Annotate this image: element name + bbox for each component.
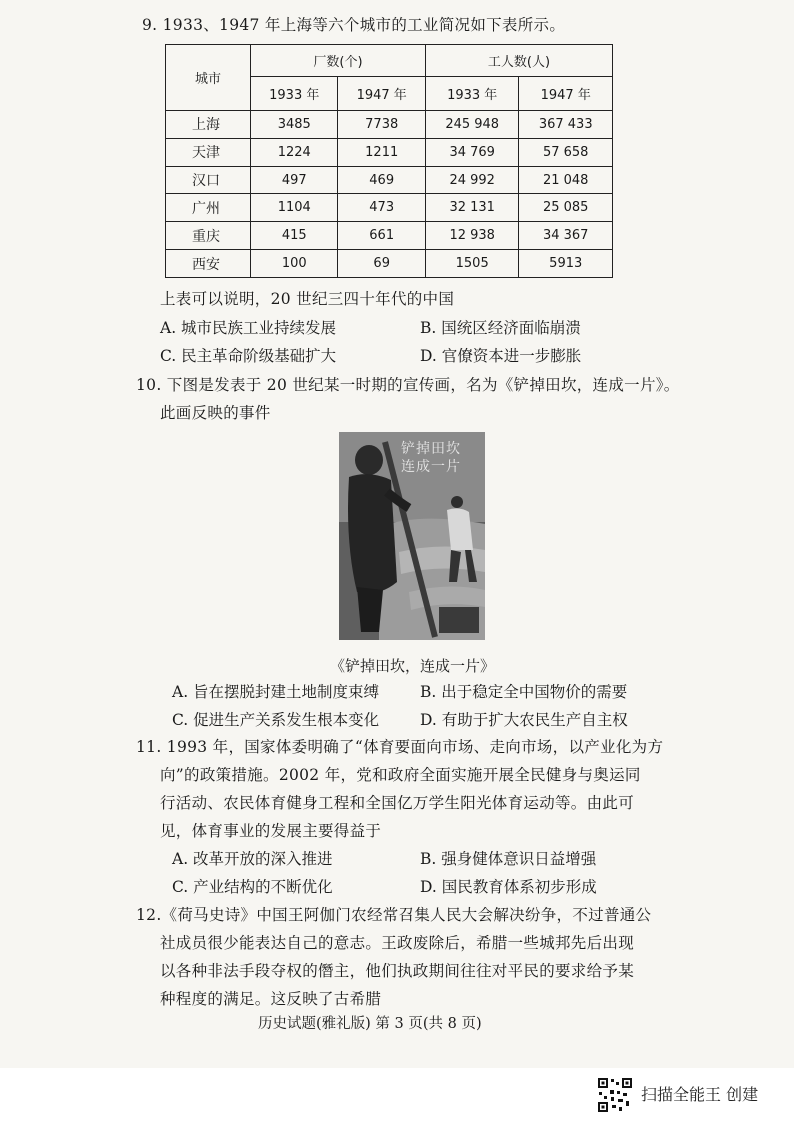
- table-cell: 497: [251, 166, 338, 194]
- q9-option-a[interactable]: A. 城市民族工业持续发展: [160, 319, 337, 337]
- table-row: [166, 222, 613, 250]
- q10-option-b[interactable]: B. 出于稳定全中国物价的需要: [420, 683, 628, 701]
- q10-stem-line-2: 此画反映的事件: [160, 404, 271, 422]
- table-cell: 上海: [166, 111, 251, 139]
- q10-option-c[interactable]: C. 促进生产关系发生根本变化: [172, 711, 380, 729]
- year-header: 1933 年: [251, 77, 338, 111]
- q11-option-c[interactable]: C. 产业结构的不断优化: [172, 878, 333, 896]
- table-cell: 25 085: [519, 194, 613, 222]
- table-cell: 100: [251, 250, 338, 278]
- q11-option-d[interactable]: D. 国民教育体系初步形成: [420, 878, 597, 896]
- table-cell: 广州: [166, 194, 251, 222]
- page-footer: 历史试题(雅礼版) 第 3 页(共 8 页): [258, 1016, 482, 1032]
- table-cell: 天津: [166, 138, 251, 166]
- table-cell: 1104: [251, 194, 338, 222]
- q12-stem-line-4: 种程度的满足。这反映了古希腊: [160, 990, 382, 1008]
- table-cell: 重庆: [166, 222, 251, 250]
- table-cell: 12 938: [425, 222, 519, 250]
- q11-option-b[interactable]: B. 强身健体意识日益增强: [420, 850, 597, 868]
- table-cell: 469: [338, 166, 425, 194]
- q9-question: 上表可以说明，20 世纪三四十年代的中国: [160, 290, 455, 308]
- q10-stem-line-1: 10. 下图是发表于 20 世纪某一时期的宣传画，名为《铲掉田坎，连成一片》。: [136, 376, 680, 394]
- q11-stem-line-3: 行活动、农民体育健身工程和全国亿万学生阳光体育运动等。由此可: [160, 794, 635, 812]
- poster-title-text: 铲掉田坎 连成一片: [401, 441, 461, 475]
- q11-stem-line-4: 见，体育事业的发展主要得益于: [160, 822, 382, 840]
- q12-stem-line-1: 12.《荷马史诗》中国王阿伽门农经常召集人民大会解决纷争，不过普通公: [136, 906, 652, 924]
- table-cell: 1224: [251, 138, 338, 166]
- q11-stem-line-1: 11. 1993 年，国家体委明确了“体育要面向市场、走向市场，以产业化为方: [136, 738, 664, 756]
- scanner-brand-label: 扫描全能王 创建: [641, 1085, 759, 1104]
- table-row: [166, 111, 613, 139]
- poster-caption: 《铲掉田坎，连成一片》: [330, 657, 496, 675]
- table-row: [166, 194, 613, 222]
- table-cell: 汉口: [166, 166, 251, 194]
- table-cell: 69: [338, 250, 425, 278]
- table-cell: 57 658: [519, 138, 613, 166]
- table-cell: 367 433: [519, 111, 613, 139]
- worker-count-header: 工人数(人): [425, 45, 612, 77]
- qr-code-icon: [597, 1077, 633, 1113]
- table-cell: 245 948: [425, 111, 519, 139]
- table-cell: 西安: [166, 250, 251, 278]
- table-cell: 473: [338, 194, 425, 222]
- q12-stem-line-3: 以各种非法手段夺权的僭主，他们执政期间往往对平民的要求给予某: [160, 962, 635, 980]
- table-row: [166, 138, 613, 166]
- table-cell: 415: [251, 222, 338, 250]
- factory-count-header: 厂数(个): [251, 45, 426, 77]
- q9-stem: 9. 1933、1947 年上海等六个城市的工业简况如下表所示。: [142, 16, 566, 34]
- table-cell: 5913: [519, 250, 613, 278]
- q12-stem-line-2: 社成员很少能表达自己的意志。王政废除后，希腊一些城邦先后出现: [160, 934, 635, 952]
- year-header: 1947 年: [338, 77, 425, 111]
- q9-option-b[interactable]: B. 国统区经济面临崩溃: [420, 319, 581, 337]
- industry-table: [165, 44, 613, 278]
- table-cell: 3485: [251, 111, 338, 139]
- table-row: [166, 250, 613, 278]
- q10-option-d[interactable]: D. 有助于扩大农民生产自主权: [420, 711, 628, 729]
- q9-option-d[interactable]: D. 官僚资本进一步膨胀: [420, 347, 582, 365]
- table-cell: 1211: [338, 138, 425, 166]
- table-cell: 1505: [425, 250, 519, 278]
- q11-stem-line-2: 向”的政策措施。2002 年，党和政府全面实施开展全民健身与奥运同: [160, 766, 641, 784]
- table-cell: 34 769: [425, 138, 519, 166]
- table-cell: 32 131: [425, 194, 519, 222]
- q10-option-a[interactable]: A. 旨在摆脱封建土地制度束缚: [172, 683, 380, 701]
- table-cell: 661: [338, 222, 425, 250]
- propaganda-poster-image: [339, 432, 485, 640]
- table-cell: 21 048: [519, 166, 613, 194]
- city-header: 城市: [166, 45, 251, 111]
- year-header: 1947 年: [519, 77, 613, 111]
- table-row: [166, 166, 613, 194]
- table-cell: 24 992: [425, 166, 519, 194]
- q9-option-c[interactable]: C. 民主革命阶级基础扩大: [160, 347, 337, 365]
- year-header: 1933 年: [425, 77, 519, 111]
- table-cell: 34 367: [519, 222, 613, 250]
- q11-option-a[interactable]: A. 改革开放的深入推进: [172, 850, 333, 868]
- table-cell: 7738: [338, 111, 425, 139]
